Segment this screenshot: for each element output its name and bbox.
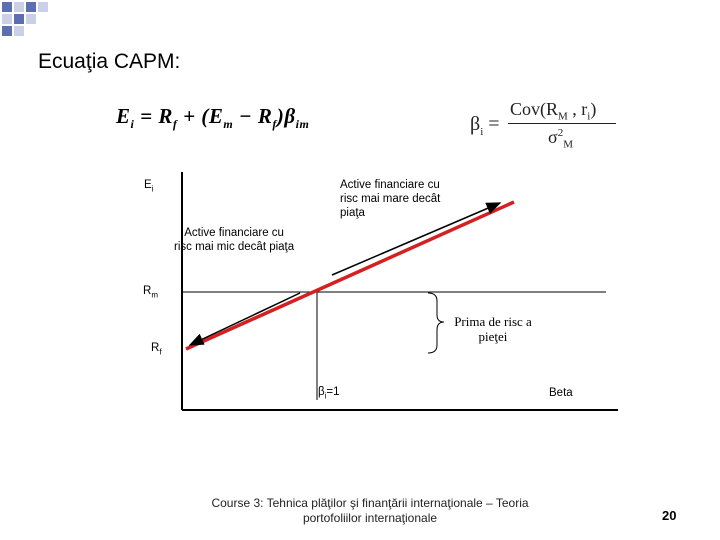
footer-line-2: portofoliilor internaţionale xyxy=(302,511,438,525)
market-risk-premium-label: Prima de risc a pieţei xyxy=(454,314,532,344)
beta-formula-denominator: $\sigma^2_M$ xyxy=(548,127,573,151)
ei-axis-label: $E_i$ xyxy=(144,179,154,194)
slide-footer xyxy=(190,496,550,526)
beta-axis-label: Beta xyxy=(549,387,573,399)
page-number: 20 xyxy=(662,508,677,523)
arrow-lower-risk xyxy=(190,293,300,345)
premium-brace xyxy=(428,293,444,353)
annotation-higher-risk: Active financiare cu risc mai mare decât piaţa xyxy=(340,179,441,219)
beta-formula-numerator: $Cov(R_M$ , $r_i$) xyxy=(510,99,597,123)
rf-label: $R_f$ xyxy=(151,342,162,357)
beta-formula-lhs: $\beta_i$ = xyxy=(470,113,500,138)
slide-title: Ecuaţia CAPM: xyxy=(38,50,181,73)
capm-formula: $E_i = R_f + (E_m - R_f)\beta_{im}$ xyxy=(116,104,310,132)
footer-line-1: Course 3: Tehnica plăţilor şi finanţării internaţionale – Teoria xyxy=(211,496,529,510)
annotation-lower-risk: Active financiare cu risc mai mic decât piaţa xyxy=(174,227,295,253)
beta-one-label: $\beta_i=1$ xyxy=(318,386,340,401)
rm-label: $R_m$ xyxy=(143,285,158,300)
